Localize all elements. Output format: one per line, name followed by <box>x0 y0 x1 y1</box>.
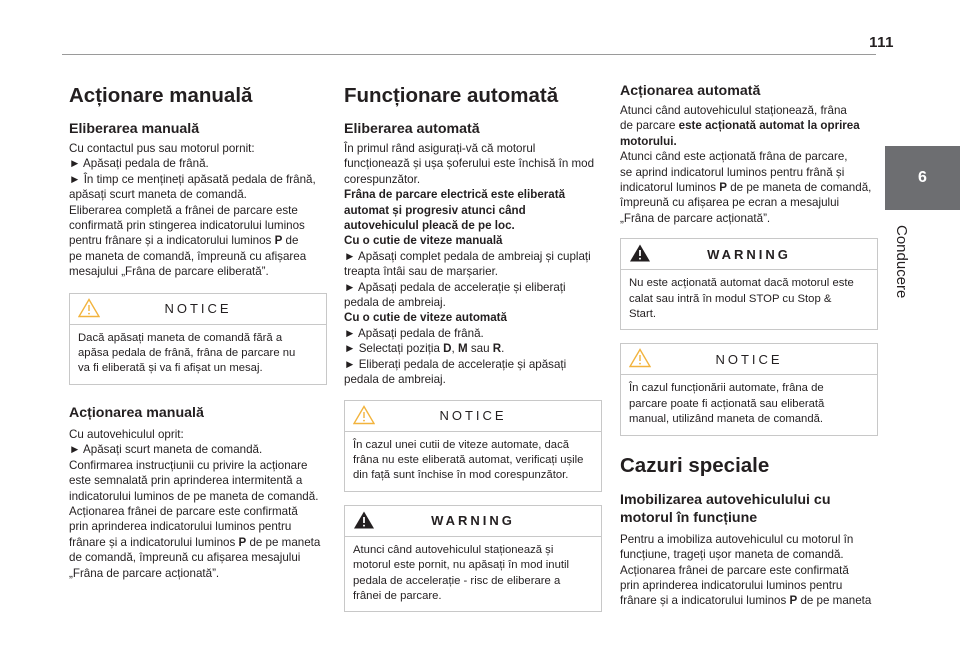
warning-triangle-icon <box>629 243 651 263</box>
notice-body: Dacă apăsați maneta de comandă fără a apăsa pedala de frână, frâna de parcare nu va fi eliberată și va fi afișat un mesaj. <box>78 331 296 375</box>
notice-box <box>69 293 327 385</box>
paragraph: Cu contactul pus sau motorul pornit: ► Apăsați pedala de frână. ► În timp ce mențineți apăsată pedala de frână, apăsați scurt maneta de comandă. Eliberarea completă a frânei de parcare este confirmată prin stingerea indicatorului luminos pentru frânare și a indicatorului luminos P de pe maneta de comandă, împreună cu afișarea mesajului „Frâna de parcare eliberată”. <box>69 142 316 279</box>
notice-title: NOTICE <box>164 301 232 317</box>
warning-box <box>620 238 878 330</box>
column-3 <box>620 82 878 609</box>
header-rule <box>62 54 876 55</box>
chapter-tab[interactable]: 6 <box>885 146 960 210</box>
paragraph: În primul rând asigurați-vă că motorul funcționează și ușa șoferului este închisă în mod corespunzător. Frâna de parcare electrică este eliberată automat și progresiv atunci când autovehiculul pleacă de pe loc. Cu o cutie de viteze manuală ► Apăsați complet pedala de ambreiaj și cuplați treapta întâi sau de marșarier. ► Apăsați pedala de accelerație și eliberați pedala de ambreiaj. Cu o cutie de viteze automată ► Apăsați pedala de frână. ► Selectați poziția D, M sau R. ► Eliberați pedala de accelerație și apăsați pedala de ambreiaj. <box>344 142 595 387</box>
page-number: 111 <box>869 34 894 51</box>
subsection-heading: Imobilizarea autovehiculului cu <box>620 491 831 508</box>
notice-triangle-icon <box>353 405 375 425</box>
subsection-heading: Acționarea manuală <box>69 404 204 421</box>
notice-body: În cazul funcționării automate, frâna de parcare poate fi acționată sau eliberată manual, utilizând maneta de comandă. <box>629 382 825 426</box>
paragraph: Pentru a imobiliza autovehiculul cu motorul în funcțiune, trageți ușor maneta de comandă. Acționarea frânei de parcare este confirmată prin aprinderea indicatorului luminos pentru frânare și a indicatorului luminos P de pe maneta <box>620 532 872 608</box>
chapter-label: Conducere <box>893 225 910 299</box>
subsection-heading: Eliberarea manuală <box>69 121 200 137</box>
notice-triangle-icon <box>78 298 100 318</box>
notice-title: NOTICE <box>439 408 507 423</box>
subsection-heading: Acționarea automată <box>620 83 761 99</box>
notice-header <box>621 344 877 375</box>
column-2 <box>344 82 602 612</box>
notice-box <box>620 343 878 435</box>
warning-header <box>345 506 601 537</box>
warning-header <box>621 239 877 270</box>
notice-header <box>345 401 601 432</box>
section-title: Acționare manuală <box>69 84 253 107</box>
notice-header <box>70 294 326 325</box>
warning-title: WARNING <box>431 513 515 529</box>
subsection-heading: Eliberarea automată <box>344 121 480 137</box>
notice-box <box>344 400 602 492</box>
section-title: Cazuri speciale <box>620 453 770 477</box>
warning-body: Atunci când autovehiculul staționează și motorul este pornit, nu apăsați în mod inutil pedala de accelerație - risc de eliberare a frânei de parcare. <box>353 543 570 602</box>
paragraph: Cu autovehiculul oprit: ► Apăsați scurt maneta de comandă. Confirmarea instrucțiunii cu privire la acționare este semnalată prin aprinderea intermitentă a indicatorului luminos de pe maneta de comandă. Acționarea frânei de parcare este confirmată prin aprinderea indicatorului luminos pentru frânare și a indicatorului luminos P de pe maneta de comandă, împreună cu afișarea mesajului „Frâna de parcare acționată”. <box>69 427 321 580</box>
warning-body: Nu este acționată automat dacă motorul este calat sau intră în modul STOP cu Stop & Start. <box>629 277 854 321</box>
notice-body: În cazul unei cutii de viteze automate, dacă frâna nu este eliberată automat, verificați ușile din față sunt închise în mod corespunzător. <box>353 438 584 482</box>
warning-title: WARNING <box>707 246 791 262</box>
warning-triangle-icon <box>353 510 375 530</box>
column-1 <box>69 82 327 581</box>
paragraph: Atunci când autovehiculul staționează, frâna de parcare este acționată automat la oprirea motorului. Atunci când este acționată frâna de parcare, se aprind indicatorul luminos pentru frână și indicatorul luminos P de pe maneta de comandă, împreună cu afișarea pe ecran a mesajului „Frâna de parcare acționată”. <box>620 104 872 225</box>
notice-triangle-icon <box>629 348 651 368</box>
subsection-heading: motorul în funcțiune <box>620 509 758 526</box>
section-title: Funcționare automată <box>344 84 559 107</box>
warning-box <box>344 505 602 613</box>
notice-title: NOTICE <box>715 351 783 367</box>
